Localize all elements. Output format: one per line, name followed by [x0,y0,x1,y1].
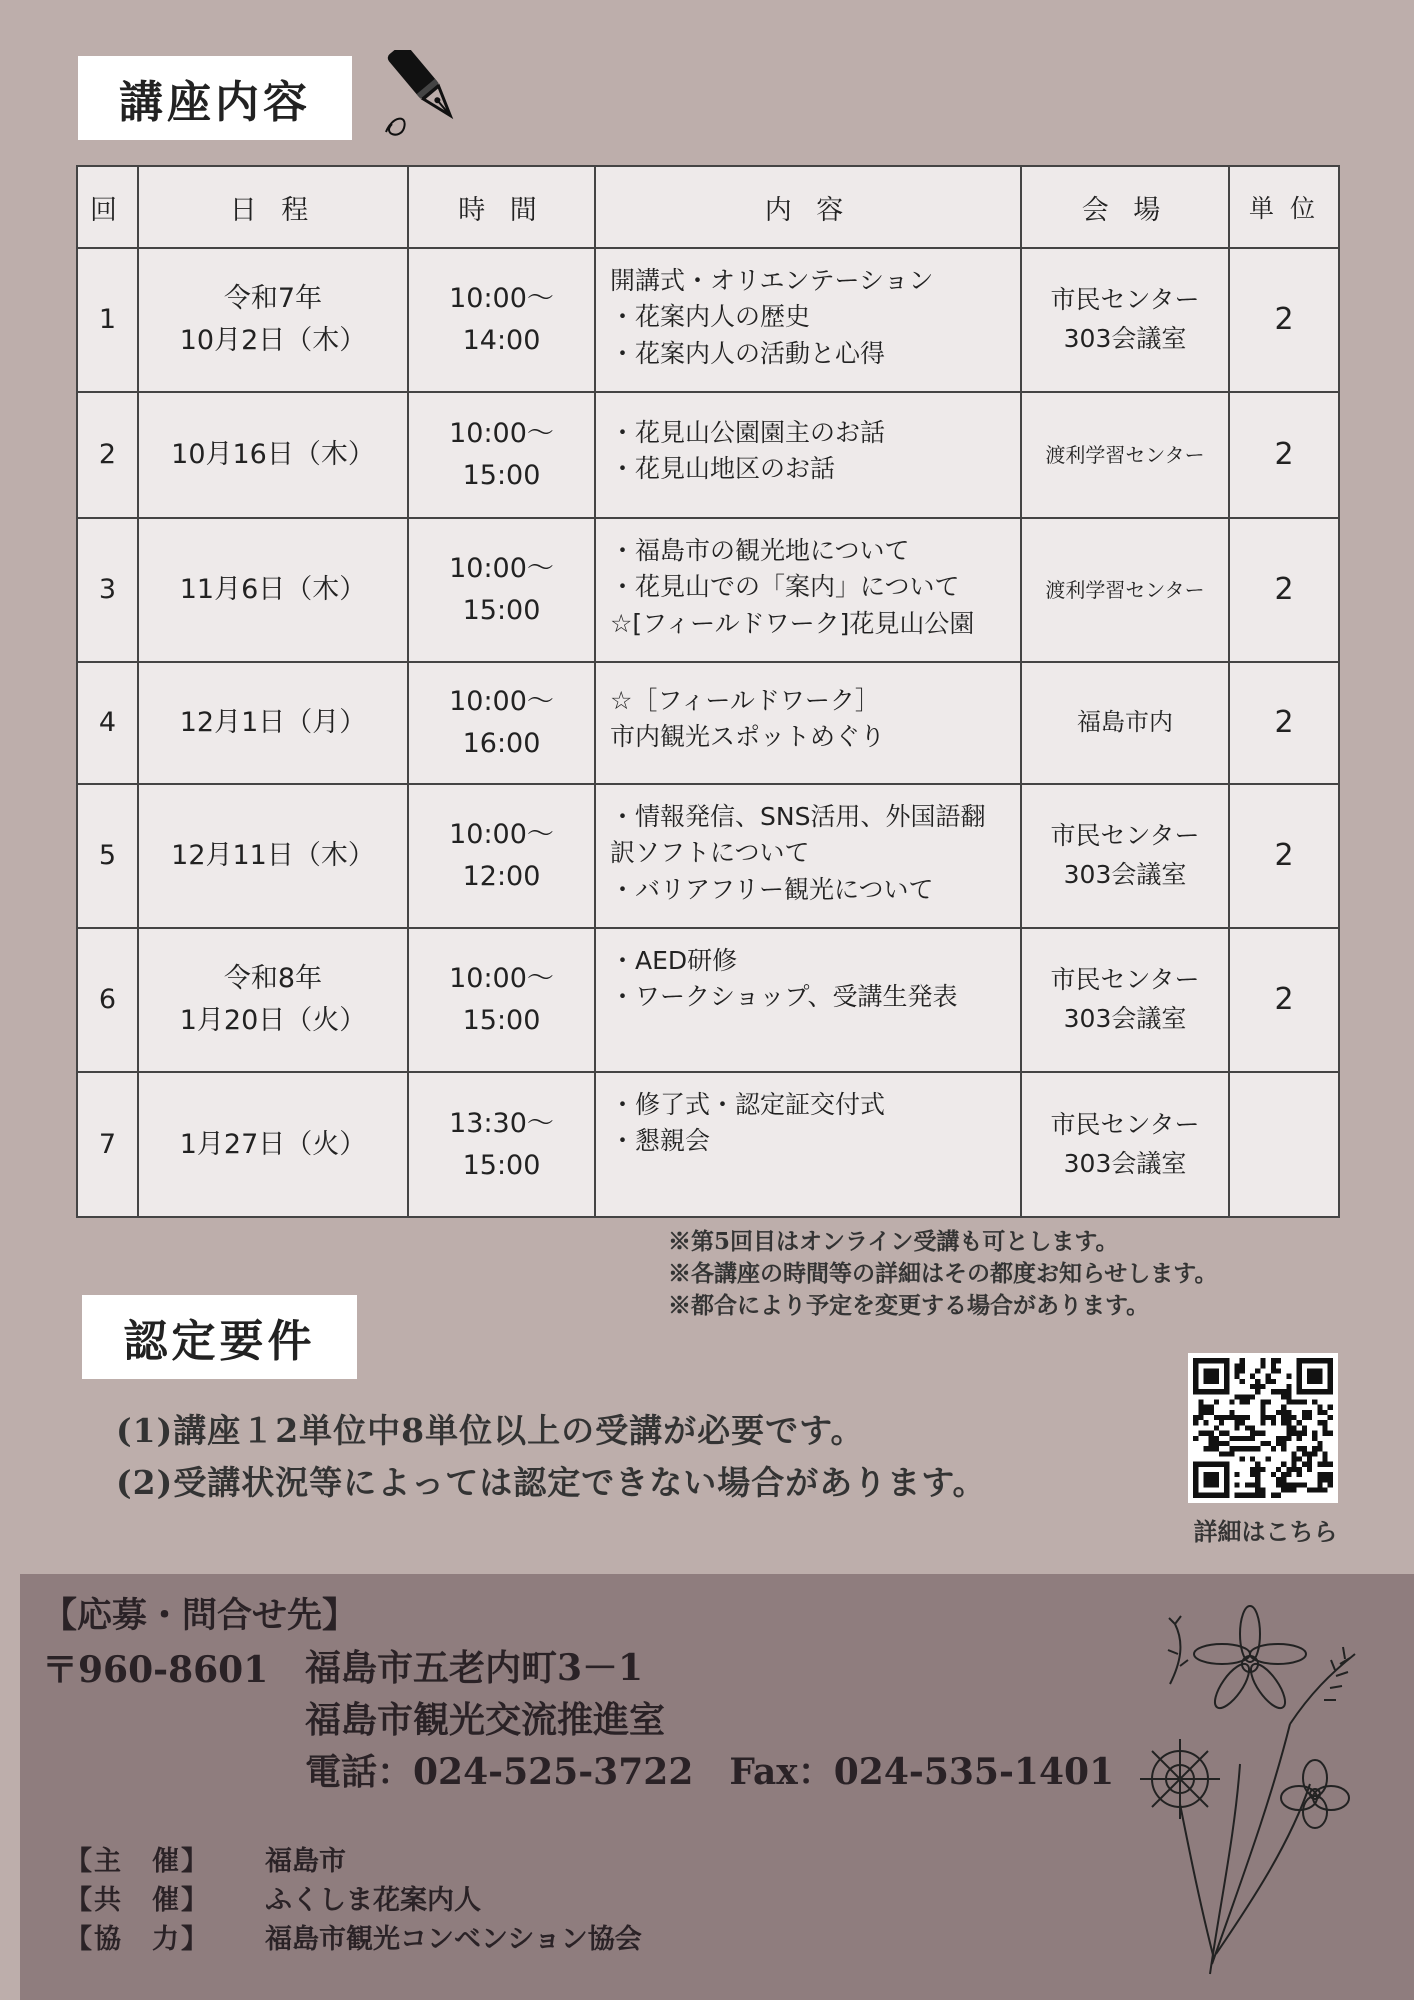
header-time: 時 間 [408,166,595,248]
session-content: 開講式・オリエンテーション ・花案内人の歴史 ・花案内人の活動と心得 [595,248,1021,392]
requirement-item: (2)受講状況等によっては認定できない場合があります。 [116,1463,987,1502]
session-number: 5 [77,784,138,928]
header-content: 内 容 [595,166,1021,248]
contact-details [305,1642,1114,1798]
table-row [77,1072,1339,1217]
session-number: 4 [77,662,138,784]
organizer-row [65,1842,642,1881]
session-venue: 市民センター 303会議室 [1021,928,1229,1072]
session-venue: 渡利学習センター [1021,392,1229,518]
session-number: 2 [77,392,138,518]
organizer-label: 【協 力】 [65,1924,210,1955]
session-time: 10:00〜 14:00 [408,248,595,392]
organizer-label: 【共 催】 [65,1885,210,1916]
session-venue: 渡利学習センター [1021,518,1229,662]
table-row [77,518,1339,662]
contact-address: 福島市五老内町3－1 [305,1647,644,1689]
postal-code: 〒960-8601 [42,1649,269,1691]
session-time: 10:00〜 15:00 [408,518,595,662]
table-row [77,784,1339,928]
session-date: 11月6日（木） [138,518,408,662]
organizer-label: 【主 催】 [65,1846,210,1877]
session-venue: 市民センター 303会議室 [1021,248,1229,392]
session-credits: 2 [1229,928,1339,1072]
qr-caption: 詳細はこちら [1193,1517,1338,1546]
session-date: 12月11日（木） [138,784,408,928]
session-date: 10月16日（木） [138,392,408,518]
note-line: ※各講座の時間等の詳細はその都度お知らせします。 [668,1260,1218,1287]
session-venue: 市民センター 303会議室 [1021,784,1229,928]
header-session: 回 [77,166,138,248]
organizer-row [65,1881,642,1920]
contact-heading: 【応募・問合せ先】 [42,1595,358,1636]
organizer-value: ふくしま花案内人 [265,1885,481,1916]
flower-illustration-icon [1140,1604,1380,1984]
header-credits: 単 位 [1229,166,1339,248]
requirements-list [116,1405,987,1509]
session-credits: 2 [1229,784,1339,928]
organizer-value: 福島市観光コンベンション協会 [265,1924,642,1955]
table-row [77,662,1339,784]
session-credits: 2 [1229,662,1339,784]
session-credits: 2 [1229,392,1339,518]
schedule-notes [668,1226,1217,1322]
session-content: ・修了式・認定証交付式 ・懇親会 [595,1072,1021,1217]
fountain-pen-icon [378,50,468,138]
session-time: 10:00〜 15:00 [408,928,595,1072]
session-time: 13:30〜 15:00 [408,1072,595,1217]
session-date: 令和7年 10月2日（木） [138,248,408,392]
session-venue: 市民センター 303会議室 [1021,1072,1229,1217]
session-content: ☆［フィールドワーク］ 市内観光スポットめぐり [595,662,1021,784]
requirements-title: 認定要件 [82,1295,357,1379]
session-credits: 2 [1229,518,1339,662]
session-number: 7 [77,1072,138,1217]
session-credits: 2 [1229,248,1339,392]
contact-phone-fax: 電話：024-525-3722 Fax：024-535-1401 [305,1751,1115,1793]
table-row [77,248,1339,392]
organizer-row [65,1920,642,1959]
session-date: 12月1日（月） [138,662,408,784]
qr-code-icon[interactable] [1188,1353,1338,1503]
contact-footer [20,1574,1414,2000]
table-row [77,392,1339,518]
organizer-value: 福島市 [265,1846,346,1877]
session-content: ・情報発信、SNS活用、外国語翻 訳ソフトについて ・バリアフリー観光について [595,784,1021,928]
session-venue: 福島市内 [1021,662,1229,784]
note-line: ※第5回目はオンライン受講も可とします。 [668,1228,1119,1255]
schedule-table [76,165,1340,1218]
session-date: 1月27日（火） [138,1072,408,1217]
note-line: ※都合により予定を変更する場合があります。 [668,1292,1150,1319]
table-row [77,928,1339,1072]
session-number: 1 [77,248,138,392]
contact-office: 福島市観光交流推進室 [305,1699,666,1741]
session-credits [1229,1072,1339,1217]
session-date: 令和8年 1月20日（火） [138,928,408,1072]
table-header-row [77,166,1339,248]
header-venue: 会 場 [1021,166,1229,248]
session-content: ・AED研修 ・ワークショップ、受講生発表 [595,928,1021,1072]
session-content: ・福島市の観光地について ・花見山での「案内」について ☆[フィールドワーク]花見山公園 [595,518,1021,662]
header-date: 日 程 [138,166,408,248]
session-time: 10:00〜 12:00 [408,784,595,928]
session-content: ・花見山公園園主のお話 ・花見山地区のお話 [595,392,1021,518]
session-time: 10:00〜 16:00 [408,662,595,784]
session-number: 3 [77,518,138,662]
organizers-list [65,1842,642,1959]
course-content-title: 講座内容 [78,56,352,140]
session-time: 10:00〜 15:00 [408,392,595,518]
session-number: 6 [77,928,138,1072]
requirement-item: (1)講座１2単位中8単位以上の受講が必要です。 [116,1411,865,1450]
